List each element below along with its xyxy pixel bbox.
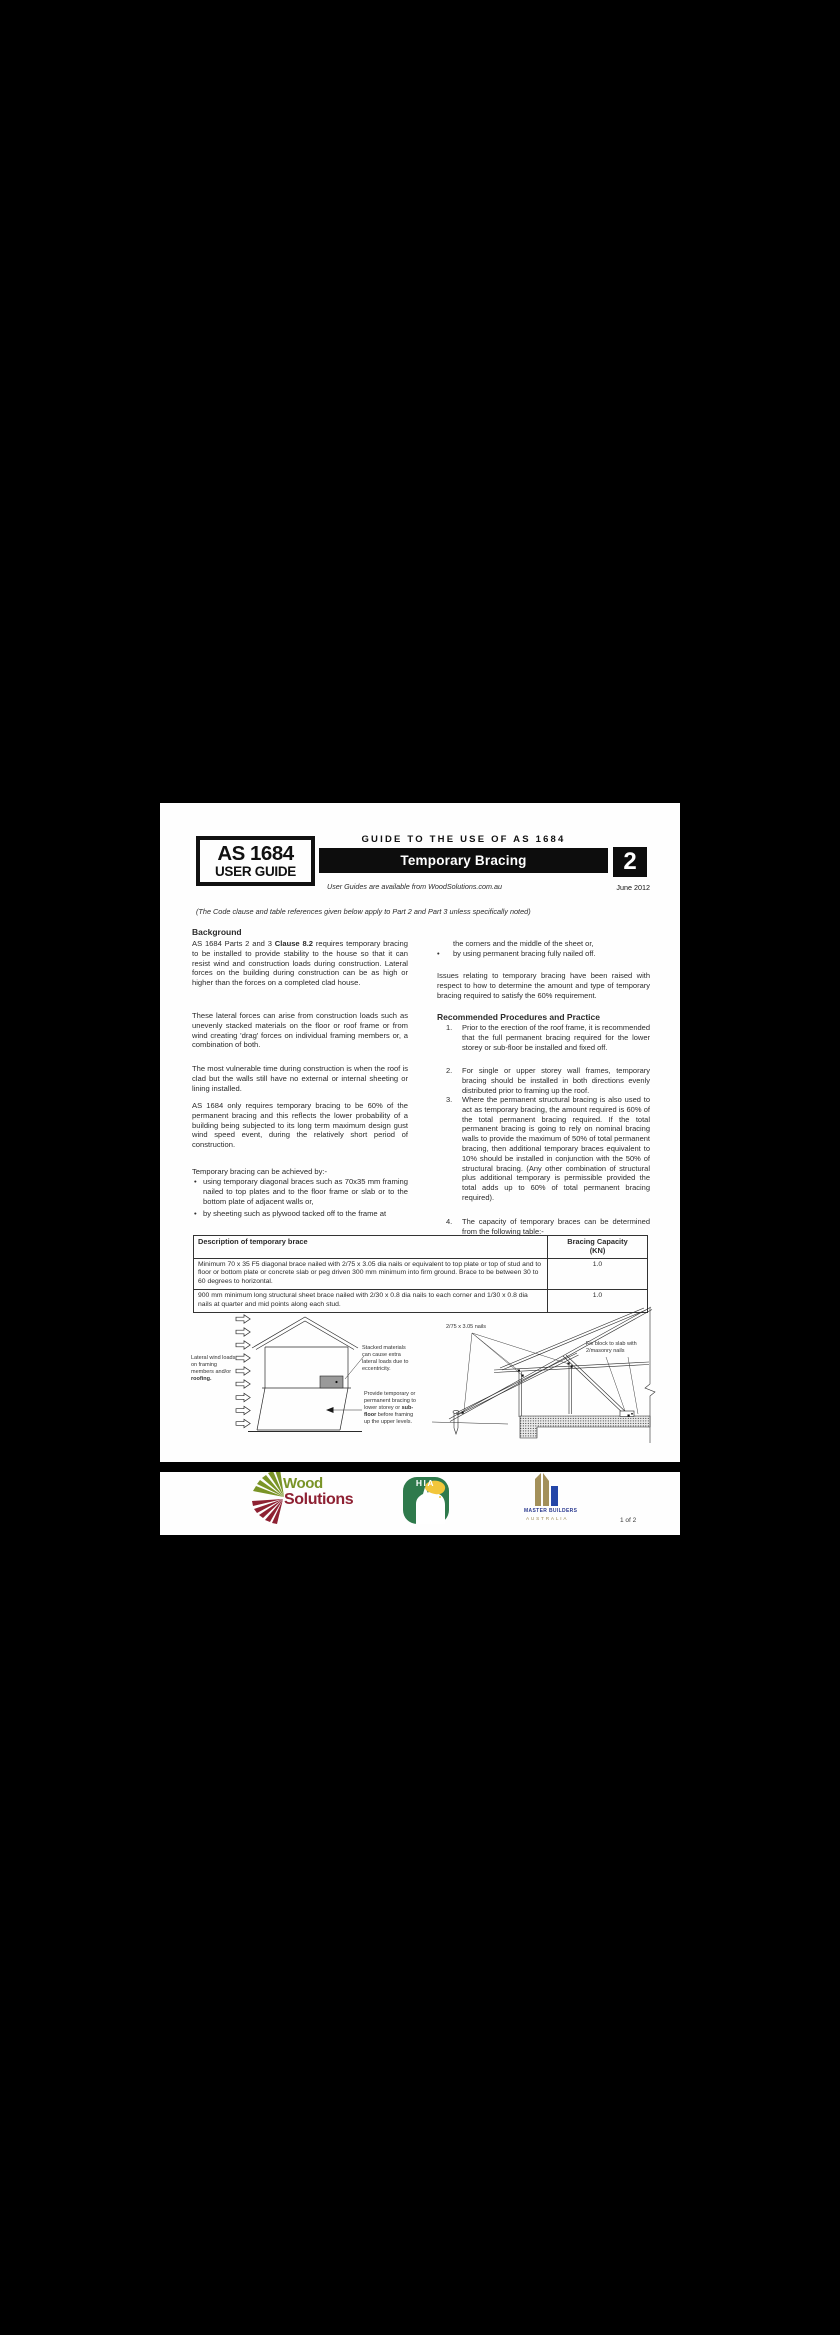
- provide-label-pre: Provide temporary or permanent bracing to lower storey or: [364, 1391, 416, 1411]
- procedure-item-3: [446, 1095, 650, 1203]
- capacity-header-line1: Bracing Capacity: [567, 1237, 628, 1246]
- item-text: For single or upper storey wall frames, temporary bracing should be installed in both directions evenly distributed prior to framing up the roof.: [462, 1066, 650, 1095]
- bullet-text: by using permanent bracing fully nailed off.: [453, 949, 596, 958]
- nails-label: 2/75 x 3.05 nails: [446, 1324, 487, 1330]
- master-builders-text: MASTER BUILDERS: [524, 1508, 578, 1514]
- document-page: [160, 803, 680, 1462]
- item-text: The capacity of temporary braces can be determined from the following table:-: [462, 1217, 650, 1236]
- woodsolutions-red-fan-icon: [252, 1499, 283, 1524]
- procedure-item-1: [446, 1023, 650, 1052]
- issue-number: 2: [623, 848, 637, 875]
- footer-strip: [160, 1472, 680, 1535]
- bullet-glyph: •: [194, 1177, 197, 1186]
- stacked-materials-label: Stacked materials can cause extra lateral loads due to eccentricity.: [362, 1345, 409, 1372]
- bullet-glyph: •: [194, 1209, 197, 1218]
- bullet-diagonal-braces: [194, 1177, 408, 1206]
- doc-title-bar: [319, 848, 608, 873]
- wind-loads-label: [191, 1355, 238, 1383]
- badge-title: AS 1684: [217, 842, 294, 865]
- doc-title: Temporary Bracing: [400, 853, 527, 868]
- as1684-badge: [196, 836, 315, 886]
- hia-logo-text: HIA: [415, 1478, 436, 1488]
- para1-post: requires temporary bracing to be installed to provide stability to the house so that it can resist wind and construction loads during construction. Lateral forces on the building during construction can be as high or higher than the forces on a completed clad house.: [192, 939, 408, 988]
- bullet-text: by sheeting such as plywood tacked off to the frame at: [203, 1209, 387, 1218]
- fix-block-label: Fix block to slab with 2/masonry nails: [586, 1341, 637, 1354]
- stacked-materials-box: [320, 1376, 343, 1388]
- nail-points: [462, 1363, 630, 1417]
- row-description: 900 mm minimum long structural sheet brace nailed with 2/30 x 0.8 dia nails to each corner and 1/30 x 0.8 dia nails at quarter and mid points along each stud.: [194, 1289, 548, 1312]
- fix-block: [620, 1411, 634, 1417]
- series-title: GUIDE TO THE USE OF AS 1684: [361, 834, 566, 845]
- sheet-continuation-line: the corners and the middle of the sheet or,: [453, 939, 594, 948]
- para1-clause-ref: Clause 8.2: [274, 939, 314, 948]
- bullet-glyph: •: [437, 949, 440, 958]
- para1-pre: AS 1684 Parts 2 and 3: [192, 939, 275, 948]
- procedure-item-2: [446, 1066, 650, 1095]
- issues-para: Issues relating to temporary bracing have been raised with respect to how to determine the amount and type of temporary bracing required to satisfy the 60% requirement.: [437, 971, 650, 1000]
- background-para-2: These lateral forces can arise from construction loads such as unevenly stacked materials on the floor or roof frame or from wind creating 'drag' forces on individual framing members or, a combination of both.: [192, 1011, 408, 1050]
- bracing-capacity-table: [193, 1235, 648, 1313]
- item-text: Prior to the erection of the roof frame, it is recommended that the full permanent bracing required for the lower storey or sub-floor be installed and fixed off.: [462, 1023, 651, 1052]
- background-para-3: The most vulnerable time during construction is when the roof is clad but the walls still have no external or internal sheeting or lining installed.: [192, 1064, 408, 1093]
- wind-label-pre: Lateral wind loads on framing members and/or: [191, 1355, 236, 1375]
- badge-subtitle: USER GUIDE: [214, 864, 296, 879]
- achieved-by-line: Temporary bracing can be achieved by:-: [192, 1167, 328, 1176]
- bullet-permanent-bracing: [437, 949, 650, 959]
- reference-note: (The Code clause and table references given below apply to Part 2 and Part 3 unless specifically noted): [196, 907, 531, 916]
- availability-note: User Guides are available from WoodSolutions.com.au: [327, 882, 502, 891]
- provide-bracing-label: [364, 1391, 417, 1426]
- row-capacity: 1.0: [548, 1289, 648, 1312]
- issue-number-box: [613, 847, 647, 877]
- woodsolutions-word2: Solutions: [284, 1491, 354, 1508]
- master-builders-australia-text: AUSTRALIA: [526, 1515, 569, 1521]
- item-number: 3.: [446, 1095, 453, 1104]
- col-header-capacity: [548, 1236, 648, 1259]
- table-row: [194, 1258, 648, 1289]
- issue-date: June 2012: [616, 883, 650, 892]
- bullet-sheeting: [194, 1209, 408, 1219]
- bullet-text: using temporary diagonal braces such as 70x35 mm framing nailed to top plates and to the floor frame or slab or to the bottom plate of adjacent walls or,: [203, 1177, 408, 1206]
- woodsolutions-word1: Wood: [283, 1475, 323, 1492]
- table-header-row: [194, 1236, 648, 1259]
- provide-label-post: before framing up the upper levels.: [364, 1412, 414, 1425]
- background-heading: Background: [192, 927, 242, 937]
- diagrams-line-art: [160, 1306, 680, 1458]
- item-number: 4.: [446, 1217, 453, 1226]
- background-para-1: [192, 939, 408, 988]
- item-text: Where the permanent structural bracing is also used to act as temporary bracing, the amount required is 60% of the total permanent bracing required. If the total permanent bracing is going to rely on nominal bracing walls to provide the maximum of 50% of total permanent bracing, then additional temporary braces equivalent to 10% should be installed in conjunction with the 50% of structural bracing. (Any other combination of structural plus additional temporary is permissible provided the total adds up to 60% of total permanent bracing required).: [462, 1095, 650, 1202]
- background-para-4: AS 1684 only requires temporary bracing to be 60% of the permanent bracing and this reflects the lower probability of a building being subjected to its long term maximum design gust wind speed event, during the relatively short period of construction.: [192, 1101, 408, 1150]
- wind-label-bold: roofing.: [191, 1376, 212, 1382]
- row-description: Minimum 70 x 35 F5 diagonal brace nailed with 2/75 x 3.05 dia nails or equivalent to top plate or top of stud and to floor or bottom plate or concrete slab or peg driven 300 mm minimum into firm ground. Brace to be between 30 to 60 degrees to horizontal.: [194, 1258, 548, 1289]
- capacity-header-line2: (KN): [589, 1245, 606, 1255]
- col-header-description: Description of temporary brace: [194, 1236, 548, 1259]
- row-capacity: 1.0: [548, 1258, 648, 1289]
- wind-arrows-icon: [236, 1315, 250, 1428]
- item-number: 2.: [446, 1066, 453, 1075]
- procedure-item-4: [446, 1217, 650, 1237]
- provide-label-bold: sub-floor: [364, 1405, 414, 1418]
- woodsolutions-green-fan-icon: [253, 1472, 284, 1497]
- item-number: 1.: [446, 1023, 453, 1032]
- house-diagram: [248, 1317, 362, 1432]
- procedures-heading: Recommended Procedures and Practice: [437, 1012, 600, 1022]
- slab-hatch: [520, 1416, 650, 1438]
- master-builders-logo-icon: [535, 1473, 558, 1506]
- page-number: 1 of 2: [620, 1517, 637, 1524]
